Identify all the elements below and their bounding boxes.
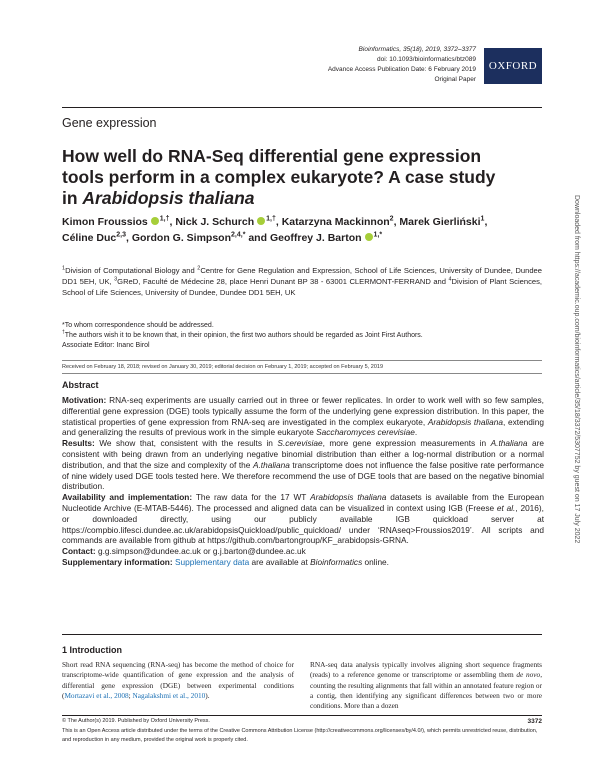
author-name[interactable]: Gordon G. Simpson <box>131 232 232 244</box>
article-title: How well do RNA-Seq differential gene expression tools perform in a complex eukaryote? A case study in Arabidopsis thaliana <box>62 146 496 208</box>
citation-link[interactable]: Nagalakshmi et al., 2010 <box>132 690 206 700</box>
associate-editor: Associate Editor: Inanc Birol <box>62 342 150 349</box>
abstract-contact: Contact: g.g.simpson@dundee.ac.uk or g.j.barton@dundee.ac.uk <box>62 546 306 557</box>
introduction-heading: 1 Introduction <box>62 645 122 655</box>
orcid-icon[interactable] <box>151 217 159 225</box>
abstract-motivation: Motivation: RNA-seq experiments are usually carried out in three or fewer replicates. In order to work well with so few samples, differential gene expression (DGE) tools typically assume the form of the underlying gene expression distribution. In this paper, the statistical properties of gene expression from RNA-seq are investigated in the complex eukaryote, Arabidopsis thaliana, extending and generalizing the results of previous work in the simple eukaryote Saccharomyces cerevisiae. <box>62 395 544 438</box>
advance-access-date: Advance Access Publication Date: 6 February 2019 <box>327 66 476 73</box>
author-name[interactable]: Marek Gierliński <box>399 216 481 228</box>
body-column-right: RNA-seq data analysis typically involves aligning short sequence fragments (reads) to a reference genome or transcriptome or assembling them de novo, counting the resulting alignments that fall within an annotated feature region or a contig, then identifying any significant differences between two or more conditions. More than a dozen <box>310 660 543 711</box>
license-text: This is an Open Access article distributed under the terms of the Creative Commons Attribution License (http://creativecommons.org/licenses/by/4.0/), which permits unrestricted reuse, distribution, and reproduction in any medium, provided the original work is properly cited. <box>62 728 538 743</box>
author-name[interactable]: Katarzyna Mackinnon <box>281 216 390 228</box>
journal-citation: Bioinformatics, 35(18), 2019, 3372–3377 <box>358 46 476 53</box>
oxford-logo: OXFORD <box>484 48 542 84</box>
joint-authors-note: †The authors wish it to be known that, in their opinion, the first two authors should be regarded as Joint First Authors. <box>62 329 423 339</box>
abstract-supplementary: Supplementary information: Supplementary data are available at Bioinformatics online. <box>62 556 389 567</box>
section-label: Gene expression <box>62 116 157 130</box>
abstract-heading: Abstract <box>62 380 99 390</box>
journal-header <box>328 45 476 85</box>
divider <box>62 360 542 361</box>
copyright: © The Author(s) 2019. Published by Oxford University Press. <box>62 718 210 724</box>
body-column-left: Short read RNA sequencing (RNA-seq) has become the method of choice for transcriptome-wide quantification of gene expression and the analysis of differential gene expression (DGE) between experimental conditions (Mortazavi et al., 2008; Nagalakshmi et al., 2010). <box>62 660 294 700</box>
abstract-body <box>62 395 544 568</box>
author-name[interactable]: Nick J. Schurch <box>175 216 255 228</box>
citation-link[interactable]: Mortazavi et al., 2008 <box>64 690 129 700</box>
abstract-results: Results: We show that, consistent with the results in S.cerevisiae, more gene expression measurements in A.thaliana are consistent with being drawn from an underlying negative binomial distribution than either a log-normal distribution or a normal distribution, and that the size and complexity of the A.thaliana transcriptome does not influence the false positive rate performance of nine widely used DGE tools tested here. We therefore recommend the use of DGE tools that are based on the negative binomial distribution. <box>62 438 544 492</box>
author-name[interactable]: Geoffrey J. Barton <box>269 232 362 244</box>
article-type: Original Paper <box>434 76 476 83</box>
affiliations: $^1$Division of Computational Biology and $^2$Centre for Gene Regulation and Expression, School of Life Sciences, University of Dundee, Dundee DD1 5EH, UK, $^3$GReD, Faculté de Médecine 28, place Henri Dunant BP 38 - 63001 CLERMONT-FERRAND and $^4$Division of Plant Sciences, School of Life Sciences, University of Dundee, Dundee DD1 5EH, UK <box>62 265 543 297</box>
download-watermark: Downloaded from https://academic.oup.com/bioinformatics/article/35/18/3372/5307752 by guest on 17 July 2022 <box>573 195 580 544</box>
orcid-icon[interactable] <box>257 217 265 225</box>
abstract-divider <box>62 634 542 635</box>
doi[interactable]: doi: 10.1093/bioinformatics/btz089 <box>376 56 476 63</box>
footer-divider <box>62 715 542 716</box>
orcid-icon[interactable] <box>365 233 373 241</box>
page-number: 3372 <box>527 718 542 725</box>
divider <box>62 373 542 374</box>
header-divider <box>62 107 542 108</box>
received-dates: Received on February 18, 2018; revised on January 30, 2019; editorial decision on February 1, 2019; accepted on February 5, 2019 <box>62 364 384 370</box>
supplementary-data-link[interactable]: Supplementary data <box>174 556 250 567</box>
author-notes <box>62 321 542 351</box>
abstract-availability: Availability and implementation: The raw data for the 17 WT Arabidopsis thaliana datasets is available from the European Nucleotide Archive (E-MTAB-5446). The processed and aligned data can be visualized in context using IGB (Freese et al., 2016), or downloaded directly, using our publicly available IGB quickload server at https://compbio.lifesci.dundee.ac.uk/arabidopsisQuickload/public_quickload/ under ‘RNAseq>Froussios2019’. All scripts and commands are available from github at https://github.com/bartongroup/KF_arabidopsis-GRNA. <box>62 492 544 546</box>
author-name[interactable]: Céline Duc <box>62 232 117 244</box>
correspondence-note: *To whom correspondence should be addressed. <box>62 322 214 329</box>
author-list: Kimon Froussios $^{1,\dagger}$, Nick J. Schurch $^{1,\dagger}$, Katarzyna Mackinnon$^2$, Marek Gierliński$^1$, Céline Duc$^{2,3}$, Gordon G. Simpson$^{2,4,*}$ and Geoffrey J. Barton $^{1,*}$ <box>62 215 488 244</box>
author-name[interactable]: Kimon Froussios <box>62 216 148 228</box>
